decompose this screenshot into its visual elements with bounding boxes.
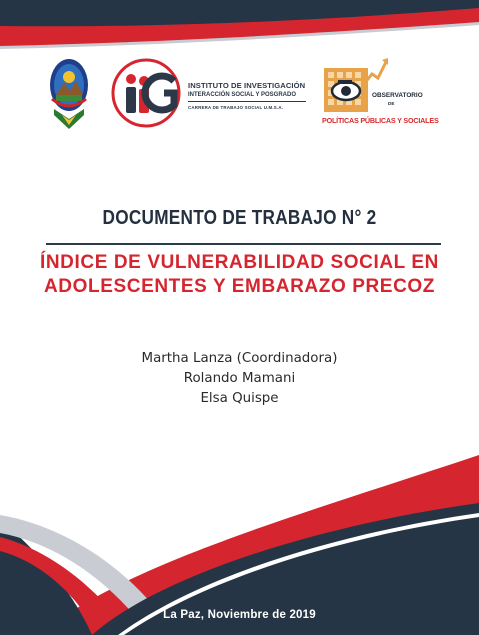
author-list [0, 349, 479, 409]
document-subtitle-line1: ÍNDICE DE VULNERABILIDAD SOCIAL EN [39, 252, 440, 273]
iig-emblem-icon [110, 57, 186, 129]
iig-divider [188, 101, 306, 102]
publication-place-date: La Paz, Noviembre de 2019 [163, 609, 316, 621]
author-item: Rolando Mamani [183, 371, 296, 386]
observatorio-logo [320, 54, 442, 130]
iig-name-line2: INTERACCIÓN SOCIAL Y POSGRADO [188, 92, 297, 98]
observatorio-name-line3: POLÍTICAS PÚBLICAS Y SOCIALES [322, 116, 439, 125]
observatorio-name-line2: DE [388, 101, 395, 106]
title-divider [46, 243, 441, 245]
iig-institute-logo [110, 57, 310, 129]
iig-name-line3: CARRERA DE TRABAJO SOCIAL U.M.S.A. [188, 105, 284, 110]
author-coordinator: Martha Lanza (Coordinadora) [141, 351, 338, 366]
university-seal-icon [48, 57, 90, 135]
bottom-decoration [0, 455, 479, 635]
author-item: Elsa Quispe [200, 391, 279, 406]
observatorio-emblem-icon [320, 54, 442, 116]
iig-name-line1: INSTITUTO DE INVESTIGACIÓN [188, 81, 306, 90]
document-subtitle-line2: ADOLESCENTES Y EMBARAZO PRECOZ [43, 276, 435, 297]
observatorio-name-line1: OBSERVATORIO [372, 92, 423, 99]
document-series-title: DOCUMENTO DE TRABAJO N° 2 [102, 207, 377, 229]
top-decoration [0, 0, 479, 60]
